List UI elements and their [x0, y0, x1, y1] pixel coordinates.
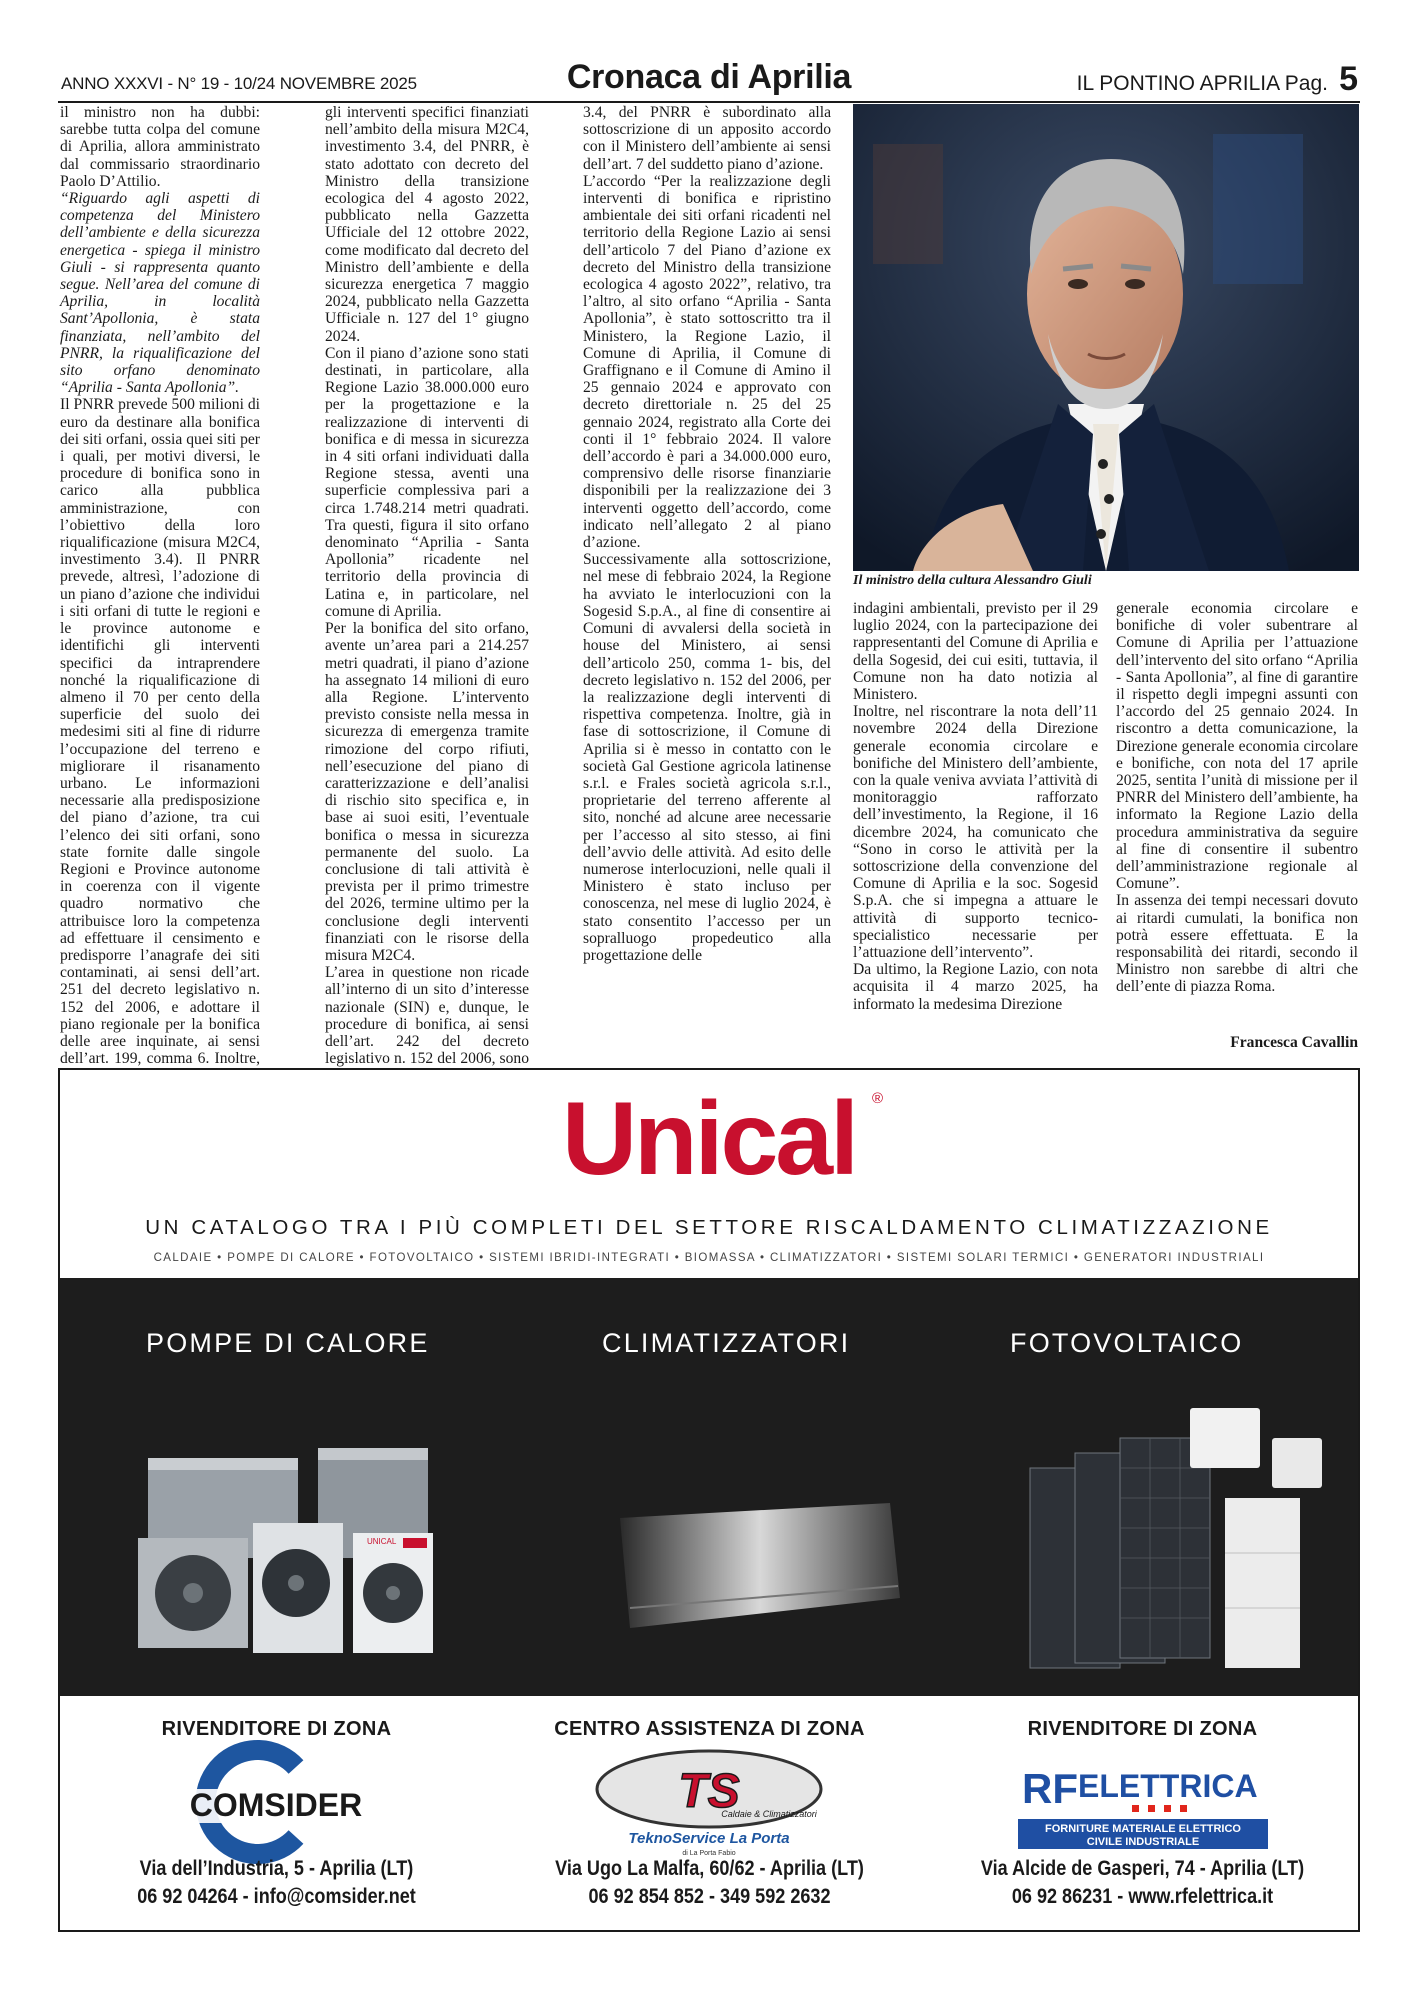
- comsider-logo-text: COMSIDER: [189, 1787, 363, 1823]
- article-paragraph: gli interventi specifici finanziati nell’ambito della misura M2C4, investimento 3.4, del PNRR, è stato adottato con decreto del Ministro della transizione ecologica del 4 agosto 2022, pubblicato nella Gazzetta Ufficiale del 12 ottobre 2022, come modificato dal decreto del Ministro dell’ambiente e della sicurezza energetica 7 maggio 2024, pubblicato nella Gazzetta Ufficiale n. 127 del 1° giugno 2024.: [325, 104, 529, 345]
- photo-caption: Il ministro della cultura Alessandro Giuli: [853, 573, 1092, 588]
- article-column-2: [325, 104, 529, 1070]
- article-author: Francesca Cavallin: [1230, 1034, 1358, 1051]
- teknoservice-logo-mark: [493, 1745, 926, 1857]
- article-paragraph: 3.4, del PNRR è subordinato alla sottoscrizione di un apposito accordo con il Ministero dell’ambiente ai sensi dell’art. 7 del suddetto piano d’azione.: [583, 104, 831, 173]
- unical-advertisement[interactable]: [58, 1068, 1360, 1932]
- solar-panel-image: [1010, 1408, 1330, 1678]
- dealer-address: Via Ugo La Malfa, 60/62 - Aprilia (LT): [555, 1857, 864, 1880]
- air-conditioner-image: [610, 1498, 910, 1638]
- issue-info: ANNO XXXVI - N° 19 - 10/24 NOVEMBRE 2025: [61, 74, 417, 93]
- rf-elettrica-logo-mark: [926, 1745, 1359, 1857]
- article-paragraph: Inoltre, nel riscontrare la nota dell’11 novembre 2024 della Direzione generale economia circolare e bonifiche del Ministero dell’ambiente, con la quale veniva avviata l’attività di monitoraggio rafforzato dell’investimento, la Regione, il 16 dicembre 2024, ha comunicato che “Sono in corso le attività per la sottoscrizione della convenzione del Comune di Aprilia e la soc. Sogesid S.p.A. che si impegna a attuare le attività di supporto tecnico-specialistico necessarie per l’attuazione dell’intervento”.: [853, 703, 1098, 962]
- dealer-contact[interactable]: 06 92 86231 - www.rfelettrica.it: [1011, 1885, 1274, 1908]
- article-column-1: [60, 104, 260, 1070]
- article-paragraph: generale economia circolare e bonifiche di voler subentrare al Comune di Aprilia per l’attuazione dell’intervento del sito orfano “Aprilia - Santa Apollonia”, al fine di garantire il rispetto degli impegni assunti con l’accordo del 25 gennaio 2024. In riscontro a detta comunicazione, la Direzione generale economia circolare e bonifiche, con nota del 17 aprile 2025, sentita l’unità di missione per il PNRR del Ministero dell’ambiente, ha informato la Regione Lazio della procedura amministrativa da seguire al fine di consentire il subentro dell’amministrazione regionale al Comune”.: [1116, 600, 1358, 893]
- ad-product-list: CALDAIE • POMPE DI CALORE • FOTOVOLTAICO • SISTEMI IBRIDI-INTEGRATI • BIOMASSA • CLIMATIZZATORI • SISTEMI SOLARI TERMICI • GENERATORI INDUSTRIALI: [153, 1252, 1265, 1264]
- article-paragraph: “Riguardo agli aspetti di competenza del Ministero dell’ambiente e della sicurezza energetica - spiega il ministro Giuli - si rappresenta quanto segue. Nell’area del comune di Aprilia, in località Sant’Apollonia, è stata finanziata, nell’ambito del PNRR, la riqualificazione del sito orfano denominato “Aprilia - Santa Apollonia”.: [60, 190, 260, 397]
- article-column-5: [1116, 600, 1358, 1050]
- rf-logo-word: ELETTRICA: [1078, 1768, 1258, 1804]
- dealer-address: Via dell’Industria, 5 - Aprilia (LT): [139, 1857, 414, 1880]
- article-column-4: [853, 600, 1098, 1050]
- article-paragraph: Successivamente alla sottoscrizione, nel mese di febbraio 2024, la Regione ha avviato le interlocuzioni con la Sogesid S.p.A., al fine di consentire ai Comuni di avvalersi della società in house del Ministero, ai sensi dell’articolo 250, comma 1- bis, del decreto legislativo n. 152 del 2006, per la realizzazione degli interventi di rispettiva competenza. Inoltre, già in fase di sottoscrizione, il Comune di Aprilia si è messo in contatto con le società Gal Gestione agricola latinense s.r.l. e Frales società agricola s.r.l., proprietarie del terreno afferente al sito, nonché ad alcune aree necessarie per l’accesso al sito stesso, ai fini dell’avvio delle attività. Ad esito delle numerose interlocuzioni, nelle quali il Ministero è stato incluso per conoscenza, nel mese di luglio 2024, è stato consentito l’accesso per un sopralluogo propedeutico alla progettazione delle: [583, 551, 831, 964]
- dealer-address: Via Alcide de Gasperi, 74 - Aprilia (LT): [980, 1857, 1305, 1880]
- dealer-contact[interactable]: 06 92 04264 - info@comsider.net: [137, 1885, 416, 1908]
- article-paragraph: indagini ambientali, previsto per il 29 luglio 2024, con la partecipazione dei rappresentanti del Comune di Aprilia e della Sogesid, dei cui esiti, tuttavia, il Comune non ha dato notizia al Ministero.: [853, 600, 1098, 704]
- article-paragraph: L’accordo “Per la realizzazione degli interventi di bonifica e ripristino ambientale dei siti orfani ricadenti nel territorio della Regione Lazio ai sensi dell’articolo 7 del Piano d’azione ex decreto del Ministro della transizione ecologica 4 agosto 2022”, relativo, tra l’altro, al sito orfano “Aprilia - Santa Apollonia”, è stato sottoscritto tra il Ministero, la Regione Lazio, il Comune di Aprilia, il Comune di Graffignano e il Comune di Amino il 25 gennaio 2024 e approvato con decreto direttoriale n. 25 del 25 gennaio 2024, registrato alla Corte dei conti il 1° febbraio 2024. Il valore dell’accordo è pari a 34.000.000 euro, comprensivo delle risorse finanziarie disponibili per la realizzazione dei 3 interventi oggetto dell’accordo, come indicato nell’allegato 2 al piano d’azione.: [583, 172, 831, 552]
- dealer-heading: CENTRO ASSISTENZA DI ZONA: [554, 1718, 865, 1740]
- category-photovoltaic: FOTOVOLTAICO: [1010, 1328, 1244, 1358]
- header-rule: [58, 101, 1360, 103]
- article-paragraph: il ministro non ha dubbi: sarebbe tutta colpa del comune di Aprilia, allora amministrato dal commissario straordinario Paolo D’Attilio.: [60, 104, 260, 190]
- dealer-heading: RIVENDITORE DI ZONA: [1027, 1718, 1258, 1740]
- teknoservice-logo: [493, 1745, 926, 1857]
- comsider-logo: [60, 1745, 493, 1857]
- registered-mark: ®: [872, 1090, 884, 1107]
- dealer-teknoservice[interactable]: [493, 1718, 926, 1918]
- article-column-3: [583, 104, 831, 1070]
- publication-name: IL PONTINO APRILIA Pag.: [1076, 72, 1328, 95]
- article-paragraph: Da ultimo, la Regione Lazio, con nota acquisita il 4 marzo 2025, ha informato la medesima Direzione: [853, 961, 1098, 1013]
- section-title: Cronaca di Aprilia: [566, 58, 852, 96]
- category-air-conditioners: CLIMATIZZATORI: [602, 1328, 851, 1358]
- ts-logo-subtitle: Caldaie & Climatizzatori: [721, 1809, 817, 1819]
- unical-logo: Unical: [561, 1081, 857, 1197]
- page-number: 5: [1339, 60, 1358, 98]
- rf-banner-line-2: CIVILE INDUSTRIALE: [1086, 1836, 1200, 1848]
- rf-logo-mark-text: RF: [1022, 1765, 1078, 1812]
- dealer-comsider[interactable]: [60, 1718, 493, 1918]
- ad-tagline: UN CATALOGO TRA I PIÙ COMPLETI DEL SETTORE RISCALDAMENTO CLIMATIZZAZIONE: [145, 1216, 1273, 1239]
- heat-pump-badge: UNICAL: [367, 1537, 397, 1546]
- ad-product-banner: [60, 1278, 1358, 1696]
- heat-pump-units-image: [138, 1428, 468, 1658]
- rf-elettrica-logo: [926, 1745, 1359, 1857]
- dealer-contact[interactable]: 06 92 854 852 - 349 592 2632: [588, 1885, 831, 1908]
- article-paragraph: Per la bonifica del sito orfano, avente un’area pari a 214.257 metri quadrati, il piano d’azione ha assegnato 14 milioni di euro alla Regione. L’intervento previsto consiste nella messa in sicurezza di emergenza tramite rimozione del corpo rifiuti, nell’esecuzione del piano di caratterizzazione e dell’analisi di rischio sito specifica e, in base ai suoi esiti, l’eventuale bonifica o messa in sicurezza permanente del suolo. La conclusione di tali attività è prevista per il primo trimestre del 2026, termine ultimo per la conclusione degli interventi finanziati con le risorse della misura M2C4.: [325, 620, 529, 964]
- minister-photo: [853, 104, 1359, 571]
- article-paragraph: Il PNRR prevede 500 milioni di euro da destinare alla bonifica dei siti orfani, ossia quei siti per i quali, per motivi diversi, le procedure di bonifica sono in carico alla pubblica amministrazione, con l’obiettivo della loro riqualificazione (misura M2C4, investimento 3.4). Il PNRR prevede, altresì, l’adozione di un piano d’azione che individui i siti orfani di tutte le regioni e le province autonome e identifichi gli interventi specifici da intraprendere nonché la riqualificazione di almeno il 70 per cento della superficie del suolo dei medesimi siti al fine di ridurre l’occupazione del terreno e migliorare il risanamento urbano. Le informazioni necessarie alla predisposizione del piano d’azione, tra cui l’elenco dei siti orfani, sono state fornite dalle singole Regioni e Province autonome in coerenza con il vigente quadro normativo che attribuisce loro la competenza ad effettuare il censimento e predisporre l’anagrafe dei siti contaminati, ai sensi dell’art. 251 del decreto legislativo n. 152 del 2006, e adottare il piano regionale per la bonifica delle aree inquinate, ai sensi dell’art. 199, comma 6. Inoltre,: [60, 396, 260, 1068]
- dealer-rf-elettrica[interactable]: [926, 1718, 1359, 1918]
- article-paragraph: In assenza dei tempi necessari dovuto ai ritardi cumulati, la bonifica non potrà essere effettuata. E la responsabilità dei ritardi, secondo il Ministro non sarebbe di altri che dell’ente di piazza Roma.: [1116, 892, 1358, 996]
- ts-logo-text: TS: [678, 1765, 740, 1818]
- article-paragraph: L’area in questione non ricade all’interno di un sito d’interesse nazionale (SIN) e, dunque, le procedure di bonifica, ai sensi dell’art. 242 del decreto legislativo n. 152 del 2006, sono: [325, 964, 529, 1068]
- page-header: [58, 58, 1360, 100]
- ts-logo-name: TeknoService La Porta: [628, 1830, 790, 1847]
- category-heat-pumps: POMPE DI CALORE: [146, 1328, 430, 1358]
- dealer-heading: RIVENDITORE DI ZONA: [161, 1718, 392, 1740]
- comsider-logo-mark: [60, 1745, 493, 1857]
- portrait-illustration: [853, 104, 1359, 571]
- article-paragraph: Con il piano d’azione sono stati destinati, in particolare, alla Regione Lazio 38.000.000 euro per la progettazione e la realizzazione di interventi di bonifica e di messa in sicurezza in 4 siti orfani individuati dalla Regione stessa, aventi una superficie complessiva pari a circa 1.748.214 metri quadrati. Tra questi, figura il sito orfano denominato “Aprilia - Santa Apollonia” ricadente nel territorio della provincia di Latina e, in particolare, nel comune di Aprilia.: [325, 344, 529, 620]
- ts-logo-owner: di La Porta Fabio: [682, 1850, 736, 1857]
- rf-banner-line-1: FORNITURE MATERIALE ELETTRICO: [1045, 1823, 1241, 1835]
